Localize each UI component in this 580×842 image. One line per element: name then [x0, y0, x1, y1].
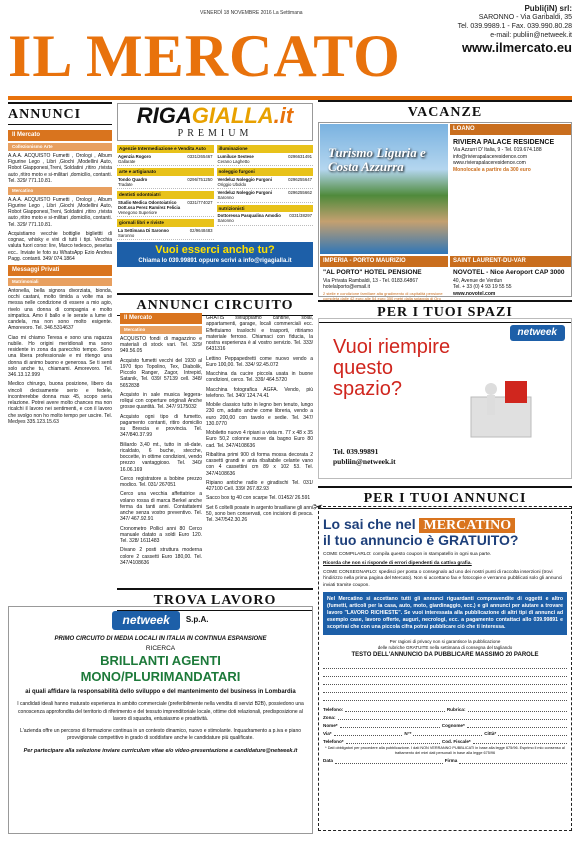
annunci-column — [8, 130, 112, 428]
classified-ad: Mobile classico tutto in legno ben tenuto, lungo 230 cm, adatto anche come libreria, vendo a euro 200,00 con tavolo e sedie. Tel. 347/ 130.0770 — [206, 402, 313, 427]
category-label: Mercatino — [8, 187, 112, 194]
ad-text-line[interactable] — [323, 693, 567, 701]
instructions-deliver: COME CONSEGNARLO: spedisci per posta o consegnalo ad uno dei nostri punti di raccolta inserzioni (trovi l'indirizzo nella prima pagina del Mercato). Non si accettano fax e fotocopie e verranno pubblicati solo gli annunci inviati tramite coupon. — [323, 570, 563, 588]
codice-fiscale-field[interactable] — [473, 738, 567, 744]
classified-ad: Ribaltina primi 900 di forma mossa decorata 2 cassetti grandi e anta ribaltabile celante vano con 4 cassettini cm 89 x 102 53. Tel. 347/4108636 — [206, 451, 313, 477]
section-tuoi-annunci: PER I TUOI ANNUNCI — [318, 486, 572, 509]
classified-ad: Acquisto in sale musica leggera-roliqui con coperture originali Anche grosse quantità. Tel. 347/ 9175032 — [120, 391, 202, 411]
publisher-email[interactable]: e-mail: publiin@netweek.it — [490, 31, 572, 39]
phone-field[interactable] — [345, 706, 445, 712]
spazi-ad — [318, 318, 572, 479]
classified-ad: Cerco registratore a bobine prezzo modico. Tel. 031/ 267051 — [120, 475, 202, 489]
data-field[interactable] — [335, 758, 443, 764]
via-field[interactable] — [334, 730, 403, 736]
job-apply[interactable]: Per partecipare alla selezione inviare curriculum vitae e/o video-presentazione a candidature@netweek.it — [23, 747, 298, 754]
column-bar: Il Mercato — [120, 313, 202, 324]
privacy-note: * Dati obbligatori per procedere alla pubblicazione. I dati NON VERRANNO PUBBLICATI in base alla legge 675/96. Esprimo il mio consenso al trattamento dei miei dati personali in base alla legge 675/96 — [325, 746, 565, 755]
vacanze-ad — [318, 122, 572, 301]
instructions-note: Ricorda che non si risponde di errori dipendenti da cattiva grafia. — [323, 561, 472, 567]
masthead-logo: IL MERCATO — [8, 23, 401, 89]
coast-photo: Turismo Liguria e Costa Azzurra — [320, 124, 448, 254]
loano-block: LOANO RIVIERA PALACE RESIDENCE Via Azzurri D' Italia, 9 - Tel. 019.674.188 info@rivierapalaceresidence.com www.rivierapalaceresidence.com Monolocale a partire da 300 euro — [450, 124, 571, 254]
classified-ad: Medico chirurgo, buona posizione, libero da vincoli decisamente serio e fedele, incontrerebbe donna max 45, scopo seria relazione. Potrei avere molto chances ma non ricalchi il lavoro nei sentimenti, e con il lavoro che svolgo non ho molto tempo per uscire. Tel. Medyes 335.123.15.63 — [8, 381, 112, 425]
cognome-field[interactable] — [467, 722, 567, 728]
citta-field[interactable] — [498, 730, 567, 736]
spazi-email[interactable]: publiin@netweek.it — [333, 457, 396, 467]
spazi-contact — [333, 447, 396, 467]
classified-ad: Macchina da cucire piccola usata in buone condizioni, cerco. Tel. 339/ 464.5720 — [206, 371, 313, 384]
job-ad — [8, 606, 313, 834]
scissors-icon: ✂ — [313, 500, 324, 514]
job-title-sub: MONO/PLURIMANDATARI — [80, 669, 241, 685]
section-trova-lavoro: TROVA LAVORO — [117, 588, 313, 611]
rubrica-field[interactable] — [468, 706, 568, 712]
job-tagline: PRIMO CIRCUITO DI MEDIA LOCALI IN ITALIA IN CONTINUA ESPANSIONE — [54, 635, 267, 642]
publisher-phone: Tel. 039.9989.1 - Fax. 039.990.80.28 — [457, 22, 572, 30]
coupon-form — [313, 500, 572, 831]
classified-ad: A.A.A. ACQUISTO Fumetti , Orologi , Album Figurine Lego , Libri ,Giochi ,Modellini Auto, Robot Giapponesi,Treni, Soldatini ,ritiro ,rivista auto ,ritiro moto e si-militari ,domicilio, contanti. Tel. 329/ 771.10.81. — [8, 152, 112, 184]
classified-ad: Cerco una vecchia affettatrice a volano rossa di marca Berkel anche ferma da tanti anni. Contattatemi anche senza vostro preventivo. Tel. 347/ 467.92.91 — [120, 491, 202, 523]
publisher-block — [372, 4, 572, 57]
classified-ad: Mobiletto nuovo 4 ripiani a vista m. 77 x 48 x 35 Euro 50,2 colonne nuove da bagno Euro 80 cad. Tel. 347/4108636 — [206, 430, 313, 449]
job-title: BRILLANTI AGENTI — [100, 652, 221, 668]
website-link[interactable]: www.ilmercato.eu — [461, 40, 572, 56]
spazi-question: Vuoi riempire questo spazio? — [333, 336, 451, 400]
netweek-logo: netweek S.p.A. — [17, 611, 304, 630]
job-offer: L'azienda offre un percorso di formazione continua in un contesto dinamico, nuovo e stimolante. Inquadramento a p.iva e piano provvigionale competitivo in grado di soddisfare anche le candidature più qualificate. — [19, 728, 302, 742]
ad-text-line[interactable] — [323, 669, 567, 677]
rigagialla-col-left: Agenzie Intermediazione e Vendita Auto Agenzia Rogoro Gallarate 0331/265467 arte e artigianato Tondo Quadro Tradate 0296/751250 dentisti odontoiatri Studio Medica Odontoiatrico Dott.ssa Perez Ramírez Felicia Venegono Superiore 0331/774027 giornali libri e riviste La Settimana Di Saronno Saronno 02/9648483 — [117, 143, 214, 240]
section-vacanze: VACANZE — [318, 100, 572, 123]
spazi-phone[interactable]: Tel. 039.99891 — [333, 447, 379, 456]
classified-ad: Lettino Peppapedretti come nuovo vendo a Euro 100,00. Tel. 334/ 92.45.072 — [206, 355, 313, 368]
coupon-fields: Per ragioni di privacy non si garantisce la pubblicazione delle rubriche GRATUITE nella settimana di consegna del tagliando TESTO DELL'ANNUNCIO DA PUBBLICARE MASSIMO 20 PAROLE Telefono: Rubrica: Zona: Nome* Cognome* Via* N°* Città* Telefono* Cod. Fiscale* * Dati obbligatori per procedere alla pubblicazione. I dati NON VERRANNO PUBBLICATI in base alla legge 675/96. Esprimo il mio consenso al trattamento dei miei dati personali in base alla legge 675/96 Data Firma — [323, 639, 567, 764]
imperia-block: IMPERIA - PORTO MAURIZIO "AL PORTO" HOTEL PENSIONE Via Privata Rambaldi, 13 - Tel. 0183.64867 hotelalporto@email.it 2 stelle e condizione familiare alta gradimento di ospitalità pensione completa dalle 42 euro alle 54 euro 350 metri dalla spiaggia di Oro — [320, 256, 448, 303]
mercatino-info: Nel Mercatino si accettano tutti gli annunci riguardanti compravendite di oggetti e altro (fumetti, articoli per la casa, auto, moto, giardinaggio, ecc.) e gli annunci per aiutare a trovare lavoro "LAVORO RICHIESTE". Se vuoi interessata alla pubblicazione di altri tipi di annunci ad esempio case, lavoro offerte, auguri, necrologi, ecc. a pagamento contattaci allo 039.99891 e scoprirai che con una piccola cifra potrai pubblicare ciò che ti interessa. — [323, 592, 567, 635]
publisher-address: SARONNO - Via Garibaldi, 35 — [478, 14, 572, 21]
coupon-title: Lo sai che nel MERCATINO il tuo annuncio è GRATUITO? — [323, 516, 519, 549]
netweek-logo: netweek — [510, 325, 565, 341]
section-annunci-circuito: ANNUNCI CIRCUITO — [117, 293, 313, 316]
novotel-block: SAINT LAURENT-DU-VAR NOVOTEL - Nice Aeroport CAP 3000 40, Avenue de Verdun Tel. + 33 (0) 4 93 19 55 55 www.novotel.com — [450, 256, 571, 299]
nome-field[interactable] — [340, 722, 440, 728]
circuito-col-left — [120, 313, 202, 569]
ad-text-line[interactable] — [323, 677, 567, 685]
rigagialla-box — [117, 103, 313, 289]
classified-ad: Biliardo 3,40 mt., tutto in sli-date, ricaldato, 6 buche, stecche, boccette, in ottime condizioni, vendo prezzo vantaggioso. Tel. 340/ 16.06.169 — [120, 441, 202, 473]
rigagialla-logo: RIGAGIALLA.it PREMIUM — [117, 103, 313, 141]
classified-ad: Macchina fotografica AGFA. Vendo, più telefono. Tel. 340/ 124.74.41 — [206, 386, 313, 399]
section-tuoi-spazi: PER I TUOI SPAZI — [318, 300, 572, 323]
category-label: Collezionismo Arte — [8, 143, 112, 150]
classified-ad: ACQUISTO fondi di magazzino e materiali di stock vari. Tel. 329/ 949.56.05 — [120, 335, 202, 355]
classified-ad: Ripiano antiche radio e giradischi Tel. 031/ 427100 Cell. 339/ 267.82.93 — [206, 479, 313, 492]
zona-field[interactable] — [338, 714, 567, 720]
rigagialla-col-right: illuminazione Lumiluce Sestese Cerano Laghetto 0296631491 noleggio furgoni Verdeluz Noleggio Furgoni Origgio Uboldo 0296255647 Verdeluz Noleggio Furgoni Saronno 0296255662 nutrizionisti Dottoressa Pasqualina Amodio Saronno 0331/38297 — [217, 143, 314, 240]
rigagialla-cta[interactable]: Vuoi esserci anche tu? Chiama lo 039.99891 oppure scrivi a info@rigagialla.it — [117, 242, 313, 267]
classified-ad: Acquistiamo vecchie bottiglie bigliettti di cognac, whisky e vini di tutti i tipi. Vecchia valuta fuori corso: lire, Marco tedesco, pesetas ecc.. Inviate le foto su WhatsApp Ezio Andrea Pagg. contanti. 349/ 074.1864 — [8, 230, 112, 262]
classified-ad: Cronometro Pollici anni 80 Cerco manuale datato a soldi Euro 120. Tel. 328/ 1611483 — [120, 525, 202, 545]
job-requirements: I candidati ideali hanno maturato esperienza in ambito commerciale (preferibilmente nella vendita di servizi B2B), possiedono una conoscenza approfondita del territorio di riferimento e del tessuto imprenditoriale locale, ottime doti relazionali, predisposizione al lavoro di squadra, entusiasmo e proattività. — [17, 701, 304, 722]
classified-ad: Set 6 coltelli posate in argento brasiliane gli anni 50, sono ben conservati, con incisioni di pesca. Tel. 347/542.30.26 — [206, 504, 314, 523]
column-bar: Il Mercato — [8, 130, 112, 141]
issue-line: VENERDÌ 18 NOVEMBRE 2016 La Settimana — [200, 10, 303, 16]
column-bar: Messaggi Privati — [8, 265, 112, 276]
classified-ad: Ciao mi chiamo Teresa e sono una ragazza nubile. Ho origini meridionali ma sono residente in zona da parecchio tempo. Sono una libera professionale e mi ritengo una donna di animo buono e generosa. Se ti senti solo anche tu, chiamami. Amorevoro. Tel. 346.13.12.999 — [8, 334, 112, 379]
classified-ad: A.A.A. ACQUISTO Fumetti , Orologi , Album Figurine Lego , Libri ,Giochi ,Modellini Auto, Robot Giapponesi,Treni, Soldatini ,ritiro ,rivista auto ,ritiro moto e si-militari ,domicilio, contanti. Tel. 329/ 771.10.81. — [8, 196, 112, 228]
classified-ad: Antonella, bella signora divorziata, bionda, occhi castani, molto timida a volte ma se messa nelle condizione di essere a mio agio, rivelo una donna di compagnia e molto simpatica. Amo il ballo e le serate a lume di candela, ma non sono molto esigente. Amorevoro. Tel. 346.5314637 — [8, 287, 112, 332]
puzzle-figure-icon — [461, 367, 541, 447]
section-annunci: ANNUNCI — [8, 102, 112, 125]
ad-text-line[interactable] — [323, 661, 567, 669]
numero-field[interactable] — [413, 730, 482, 736]
ad-text-line[interactable] — [323, 685, 567, 693]
classified-ad: Acquisto fumetti vecchi del 1930 al 1970 tipo Topolino, Tex, Diabolik, Piccolo Ranger, Zagor, Intrepid, Satanik, Tel. 039/ 57139 cell. 348/ 5652838 — [120, 357, 202, 389]
job-responsibility: ai quali affidare la responsabilità dello sviluppo e del mantenimento del business in Lombardia — [25, 689, 296, 696]
classified-ad: Divano 2 posti struttura moderna colore 2 cassetti Euro 180,00. Tel. 347/4108636 — [120, 547, 202, 566]
category-label: Matrimoniali — [8, 278, 112, 285]
firma-field[interactable] — [459, 758, 567, 764]
classified-ad: Sacco box tg 40 con scarpe Tel. 01452/ 26.591 — [206, 495, 311, 502]
telefono-field[interactable] — [346, 738, 440, 744]
circuito-col-right — [206, 313, 313, 526]
classified-ad: Acquisto ogni tipo di fumetto, pagamento contanti, ritiro domicilio su Brescia e provincia. Tel. 347/840.37.99 — [120, 413, 202, 439]
form-title: TESTO DELL'ANNUNCIO DA PUBBLICARE MASSIMO 20 PAROLE — [351, 652, 539, 658]
category-label: Mercatino — [120, 326, 202, 333]
instructions-compile: COME COMPILARLO: compila questo coupon in stampatello in ogni sua parte. — [323, 551, 492, 557]
job-ricerca: RICERCA — [145, 644, 176, 652]
publisher-name: Publi(iN) srl: — [524, 4, 572, 13]
classified-ad: GRATIS sviluppiamo cantine, solai, appartamenti, garage, locali commerciali ecc. Effettuiamo traslochi e trasporti, ritiriamo materiale ferroso. Chiamaci con fiducia, la nostra esperienza è al vostro servizio. Tel. 333/ 6431316 — [206, 315, 313, 353]
